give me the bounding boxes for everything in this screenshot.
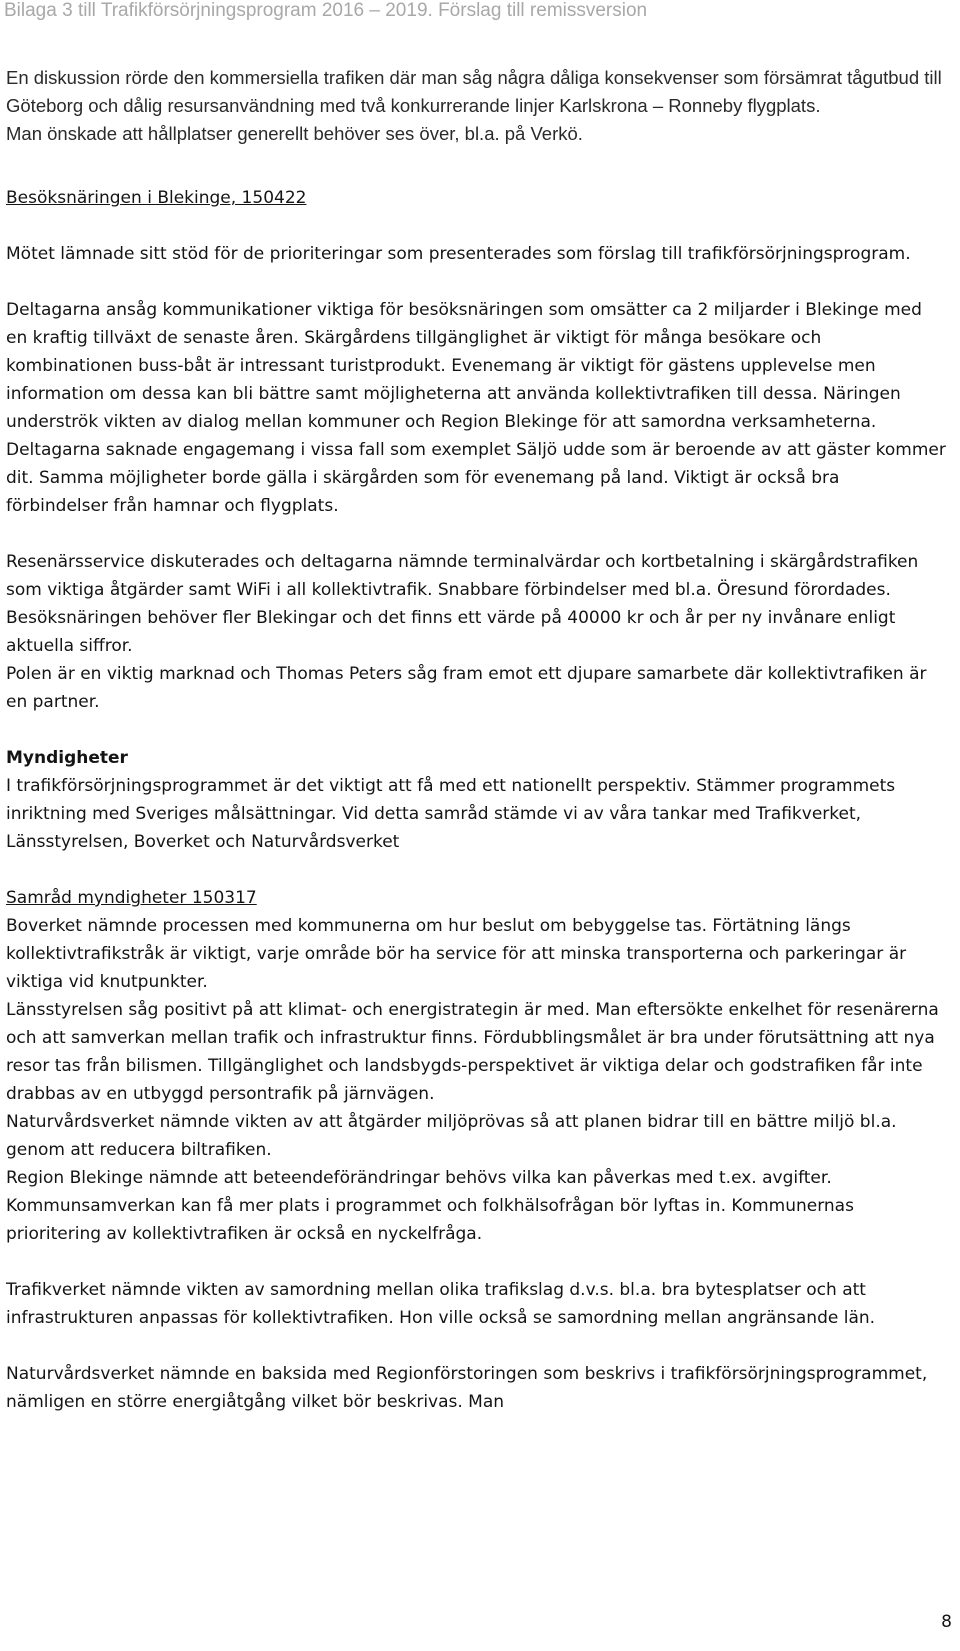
section-heading-samrad: Samråd myndigheter 150317: [6, 888, 257, 908]
paragraph: Polen är en viktig marknad och Thomas Peters såg fram emot ett djupare samarbete där kollektivtrafiken är en partner.: [6, 664, 927, 712]
paragraph: Deltagarna ansåg kommunikationer viktiga för besöksnäringen som omsätter ca 2 miljarder i Blekinge med en kraftig tillväxt de senaste åren. Skärgårdens tillgänglighet är viktigt för många besökare och kombinationen buss-båt är intressant turistprodukt. Evenemang är viktigt för gästens upplevelse men information om dessa kan bli bättre samt möjligheterna att använda kollektivtrafiken till dessa. Näringen underströk vikten av dialog mellan kommuner och Region Blekinge för att samordna verksamheterna.: [6, 300, 922, 432]
page-number: 8: [941, 1612, 952, 1632]
paragraph: Länsstyrelsen såg positivt på att klimat- och energistrategin är med. Man eftersökte enkelhet för resenärerna och att samverkan mellan trafik och infrastruktur finns. Fördubblingsmålet är bra under förutsättning att nya resor tas från bilismen. Tillgänglighet och landsbygds-perspektivet är viktiga delar och godstrafiken får inte drabbas av en utbyggd persontrafik på järnvägen.: [6, 1000, 939, 1104]
paragraph: Trafikverket nämnde vikten av samordning mellan olika trafikslag d.v.s. bl.a. bra bytesplatser och att infrastrukturen anpassas för kollektivtrafiken. Hon ville också se samordning mellan angränsande län.: [6, 1280, 876, 1328]
paragraph: Resenärsservice diskuterades och deltagarna nämnde terminalvärdar och kortbetalning i skärgårdstrafiken som viktiga åtgärder samt WiFi i all kollektivtrafik. Snabbare förbindelser med bl.a. Öresund förordades. Besöksnäringen behöver fler Blekingar och det finns ett värde på 40000 kr och år per ny invånare enligt aktuella siffror.: [6, 552, 919, 656]
paragraph: Man önskade att hållplatser generellt behöver ses över, bl.a. på Verkö.: [6, 123, 583, 144]
main-body: [6, 184, 946, 1416]
paragraph: Deltagarna saknade engagemang i vissa fall som exemplet Säljö udde som är beroende av att gäster kommer dit. Samma möjligheter borde gälla i skärgården som för evenemang på land. Viktigt är också bra förbindelser från hamnar och flygplats.: [6, 440, 946, 516]
paragraph: I trafikförsörjningsprogrammet är det viktigt att få med ett nationellt perspektiv. Stämmer programmets inriktning med Sveriges målsättningar. Vid detta samråd stämde vi av våra tankar med Trafikverket, Länsstyrelsen, Boverket och Naturvårdsverket: [6, 776, 896, 852]
intro-section: [6, 64, 946, 148]
paragraph: Region Blekinge nämnde att beteendeförändringar behövs vilka kan påverkas med t.ex. avgifter. Kommunsamverkan kan få mer plats i programmet och folkhälsofrågan bör lyftas in. Kommunernas prioritering av kollektivtrafiken är också en nyckelfråga.: [6, 1168, 854, 1244]
paragraph: Naturvårdsverket nämnde en baksida med Regionförstoringen som beskrivs i trafikförsörjningsprogrammet, nämligen en större energiåtgång vilket bör beskrivas. Man: [6, 1364, 928, 1412]
paragraph: Naturvårdsverket nämnde vikten av att åtgärder miljöprövas så att planen bidrar till en bättre miljö bl.a. genom att reducera biltrafiken.: [6, 1112, 897, 1160]
section-heading-besoksnaringen: Besöksnäringen i Blekinge, 150422: [6, 188, 307, 208]
paragraph: En diskussion rörde den kommersiella trafiken där man såg några dåliga konsekvenser som försämrat tågutbud till Göteborg och dålig resursanvändning med två konkurrerande linjer Karlskrona – Ronneby flygplats.: [6, 67, 942, 116]
page-header: Bilaga 3 till Trafikförsörjningsprogram 2016 – 2019. Förslag till remissversion: [4, 0, 648, 21]
section-heading-myndigheter: Myndigheter: [6, 748, 128, 768]
paragraph: Boverket nämnde processen med kommunerna om hur beslut om bebyggelse tas. Förtätning längs kollektivtrafikstråk är viktigt, varje område bör ha service för att minska transporterna och parkeringar är viktiga vid knutpunkter.: [6, 916, 907, 992]
paragraph: Mötet lämnade sitt stöd för de prioriteringar som presenterades som förslag till trafikförsörjningsprogram.: [6, 244, 911, 264]
